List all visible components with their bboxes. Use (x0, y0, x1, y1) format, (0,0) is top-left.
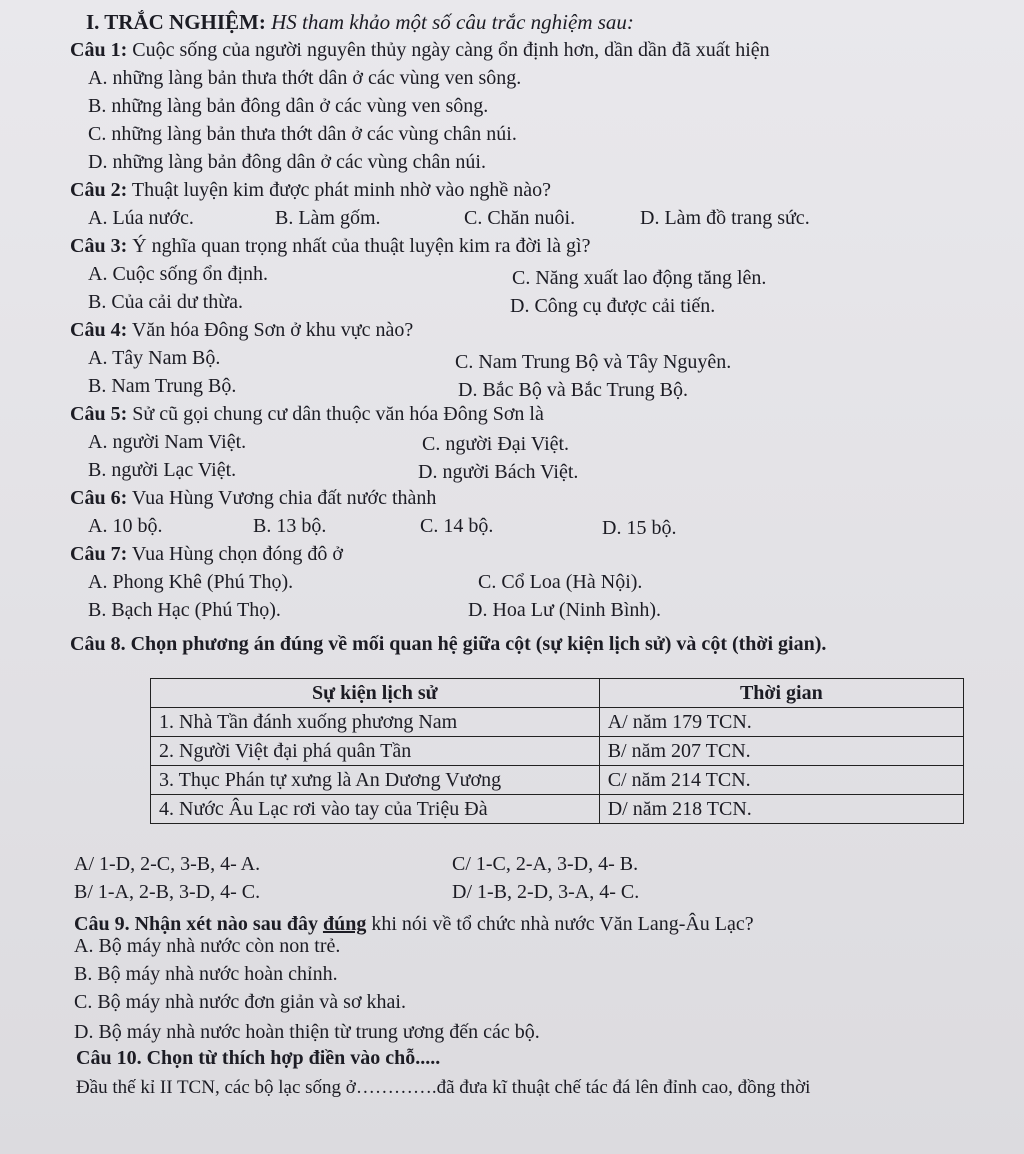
q3-option-b[interactable]: B. Của cải dư thừa. (88, 291, 243, 313)
q2-option-b[interactable]: B. Làm gốm. (275, 207, 381, 229)
question-text-rest: khi nói về tổ chức nhà nước Văn Lang-Âu Lạc? (366, 913, 754, 935)
q8-option-d[interactable]: D/ 1-B, 2-D, 3-A, 4- C. (452, 881, 640, 903)
question-text: Vua Hùng Vương chia đất nước thành (131, 487, 437, 509)
question-1 (70, 38, 770, 62)
q9-option-d[interactable]: D. Bộ máy nhà nước hoàn thiện từ trung ương đến các bộ. (74, 1021, 540, 1043)
q4-option-d[interactable]: D. Bắc Bộ và Bắc Trung Bộ. (458, 379, 688, 401)
q5-option-a[interactable]: A. người Nam Việt. (88, 431, 247, 453)
section-title: I. TRẮC NGHIỆM: (86, 10, 266, 34)
section-heading (86, 10, 634, 34)
section-subtitle: HS tham khảo một số câu trắc nghiệm sau: (271, 10, 634, 34)
question-number: Câu 1: (70, 39, 128, 61)
question-text: Văn hóa Đông Sơn ở khu vực nào? (131, 319, 414, 341)
table-row (151, 737, 964, 766)
q7-option-b[interactable]: B. Bạch Hạc (Phú Thọ). (88, 599, 281, 621)
question-5 (70, 402, 544, 426)
table-row (151, 766, 964, 795)
q1-option-b[interactable]: B. những làng bản đông dân ở các vùng ven sông. (88, 95, 489, 117)
q6-option-a[interactable]: A. 10 bộ. (88, 515, 163, 537)
question-10: Câu 10. Chọn từ thích hợp điền vào chỗ..... (76, 1047, 441, 1069)
header-event: Sự kiện lịch sử (151, 679, 600, 708)
q2-option-d[interactable]: D. Làm đồ trang sức. (640, 207, 810, 229)
time-cell: C/ năm 214 TCN. (599, 766, 963, 795)
question-number: Câu 4: (70, 319, 128, 341)
q2-option-c[interactable]: C. Chăn nuôi. (464, 207, 576, 229)
question-2 (70, 178, 551, 202)
q7-option-c[interactable]: C. Cổ Loa (Hà Nội). (478, 571, 643, 593)
q1-option-c[interactable]: C. những làng bản thưa thớt dân ở các vùng chân núi. (88, 123, 517, 145)
q8-option-a[interactable]: A/ 1-D, 2-C, 3-B, 4- A. (74, 853, 261, 875)
header-time: Thời gian (599, 679, 963, 708)
q6-option-d[interactable]: D. 15 bộ. (602, 517, 677, 539)
question-text: Sử cũ gọi chung cư dân thuộc văn hóa Đông Sơn là (132, 403, 544, 425)
q2-option-a[interactable]: A. Lúa nước. (88, 207, 194, 229)
event-cell: 4. Nước Âu Lạc rơi vào tay của Triệu Đà (151, 795, 600, 824)
q6-option-c[interactable]: C. 14 bộ. (420, 515, 494, 537)
q9-option-c[interactable]: C. Bộ máy nhà nước đơn giản và sơ khai. (74, 991, 406, 1013)
question-10-body: Đầu thế kỉ II TCN, các bộ lạc sống ở………….đã đưa kĩ thuật chế tác đá lên đỉnh cao, đồng thời (76, 1077, 811, 1098)
question-text: Thuật luyện kim được phát minh nhờ vào nghề nào? (131, 179, 551, 201)
q5-option-c[interactable]: C. người Đại Việt. (422, 433, 570, 455)
question-3 (70, 234, 590, 258)
q1-option-a[interactable]: A. những làng bản thưa thớt dân ở các vùng ven sông. (88, 67, 522, 89)
question-text: Ý nghĩa quan trọng nhất của thuật luyện kim ra đời là gì? (132, 235, 591, 257)
q3-option-c[interactable]: C. Năng xuất lao động tăng lên. (512, 267, 767, 289)
q4-option-b[interactable]: B. Nam Trung Bộ. (88, 375, 237, 397)
matching-table (150, 678, 964, 824)
question-number: Câu 7: (70, 543, 128, 565)
q9-option-a[interactable]: A. Bộ máy nhà nước còn non trẻ. (74, 935, 341, 957)
q4-option-a[interactable]: A. Tây Nam Bộ. (88, 347, 221, 369)
event-cell: 3. Thục Phán tự xưng là An Dương Vương (151, 766, 600, 795)
time-cell: A/ năm 179 TCN. (599, 708, 963, 737)
time-cell: B/ năm 207 TCN. (599, 737, 963, 766)
q5-option-d[interactable]: D. người Bách Việt. (418, 461, 579, 483)
q4-option-c[interactable]: C. Nam Trung Bộ và Tây Nguyên. (455, 351, 732, 373)
question-number: Câu 6: (70, 487, 128, 509)
q7-option-d[interactable]: D. Hoa Lư (Ninh Bình). (468, 599, 662, 621)
table-header-row (151, 679, 964, 708)
question-8: Câu 8. Chọn phương án đúng về mối quan hệ giữa cột (sự kiện lịch sử) và cột (thời gian). (70, 633, 827, 655)
q8-option-b[interactable]: B/ 1-A, 2-B, 3-D, 4- C. (74, 881, 261, 903)
q1-option-d[interactable]: D. những làng bản đông dân ở các vùng chân núi. (88, 151, 486, 173)
question-text: Cuộc sống của người nguyên thủy ngày càng ổn định hơn, dần dần đã xuất hiện (132, 39, 770, 61)
event-cell: 1. Nhà Tần đánh xuống phương Nam (151, 708, 600, 737)
table-row (151, 708, 964, 737)
q6-option-b[interactable]: B. 13 bộ. (253, 515, 327, 537)
question-6 (70, 486, 436, 510)
question-number: Câu 3: (70, 235, 128, 257)
emphasis-word: đúng (322, 913, 367, 935)
q3-option-d[interactable]: D. Công cụ được cải tiến. (510, 295, 716, 317)
question-text: Vua Hùng chọn đóng đô ở (131, 543, 343, 565)
question-4 (70, 318, 413, 342)
table-row (151, 795, 964, 824)
q5-option-b[interactable]: B. người Lạc Việt. (88, 459, 237, 481)
question-7 (70, 542, 343, 566)
time-cell: D/ năm 218 TCN. (599, 795, 963, 824)
event-cell: 2. Người Việt đại phá quân Tần (151, 737, 600, 766)
question-number: Câu 2: (70, 179, 128, 201)
q7-option-a[interactable]: A. Phong Khê (Phú Thọ). (88, 571, 294, 593)
q3-option-a[interactable]: A. Cuộc sống ổn định. (88, 263, 268, 285)
question-9 (74, 912, 754, 936)
q8-option-c[interactable]: C/ 1-C, 2-A, 3-D, 4- B. (452, 853, 639, 875)
question-number: Câu 5: (70, 403, 128, 425)
question-text: Câu 9. Nhận xét nào sau đây (74, 913, 323, 935)
q9-option-b[interactable]: B. Bộ máy nhà nước hoàn chỉnh. (74, 963, 338, 985)
